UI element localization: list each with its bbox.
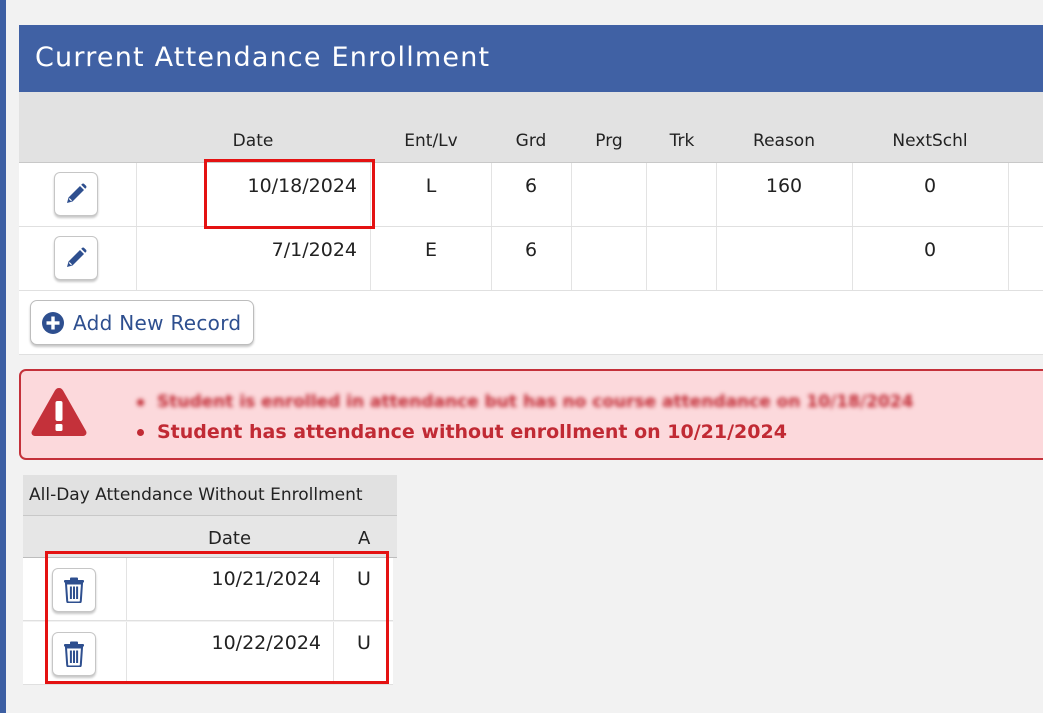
enrollment-ent-lv: L <box>425 175 437 197</box>
table-row <box>23 558 393 621</box>
left-accent-bar <box>0 0 6 713</box>
column-header-reason: Reason <box>753 131 815 151</box>
column-header-trk: Trk <box>669 131 695 151</box>
all-day-date: 10/21/2024 <box>211 568 321 590</box>
edit-button[interactable] <box>54 172 98 216</box>
warning-triangle-icon <box>30 386 88 438</box>
column-header-prg: Prg <box>595 131 623 151</box>
all-day-table-title-bar <box>23 475 397 516</box>
table-header <box>19 92 1043 163</box>
enrollment-reason: 160 <box>765 175 803 197</box>
table-row <box>19 163 1043 227</box>
delete-button[interactable] <box>52 568 96 612</box>
trash-icon <box>63 577 85 603</box>
add-record-bar <box>19 291 1043 355</box>
delete-button[interactable] <box>52 632 96 676</box>
enrollment-date: 10/18/2024 <box>247 175 357 197</box>
column-header-ent-lv: Ent/Lv <box>404 131 458 151</box>
all-day-table-header <box>23 516 397 558</box>
table-row <box>23 622 393 685</box>
column-header-date: Date <box>232 131 274 151</box>
column-header-grd: Grd <box>515 131 547 151</box>
enrollment-next-schl: 0 <box>923 175 937 197</box>
enrollment-grd: 6 <box>524 239 538 261</box>
enrollment-date: 7/1/2024 <box>271 239 357 261</box>
column-header-a: A <box>358 528 371 549</box>
enrollment-ent-lv: E <box>424 239 438 261</box>
page-title: Current Attendance Enrollment <box>35 42 491 73</box>
all-day-a: U <box>357 632 371 654</box>
add-new-record-label: Add New Record <box>73 310 242 335</box>
all-day-a: U <box>357 568 371 590</box>
all-day-date: 10/22/2024 <box>211 632 321 654</box>
column-header-next-schl: NextSchl <box>892 131 968 151</box>
plus-circle-icon <box>41 311 65 335</box>
edit-button[interactable] <box>54 236 98 280</box>
pencil-icon <box>64 246 88 270</box>
alert-message-list <box>133 387 913 447</box>
alert-message: Student is enrolled in attendance but has no course attendance on 10/18/2024 <box>133 387 913 417</box>
trash-icon <box>63 641 85 667</box>
table-row <box>19 227 1043 291</box>
add-new-record-button[interactable] <box>30 300 254 345</box>
validation-alert <box>19 369 1043 460</box>
enrollment-next-schl: 0 <box>923 239 937 261</box>
all-day-table-title: All-Day Attendance Without Enrollment <box>29 485 363 505</box>
enrollment-grd: 6 <box>524 175 538 197</box>
alert-message: Student has attendance without enrollment on 10/21/2024 <box>133 417 913 447</box>
column-header-date: Date <box>208 528 252 549</box>
pencil-icon <box>64 182 88 206</box>
panel-header <box>19 25 1043 92</box>
